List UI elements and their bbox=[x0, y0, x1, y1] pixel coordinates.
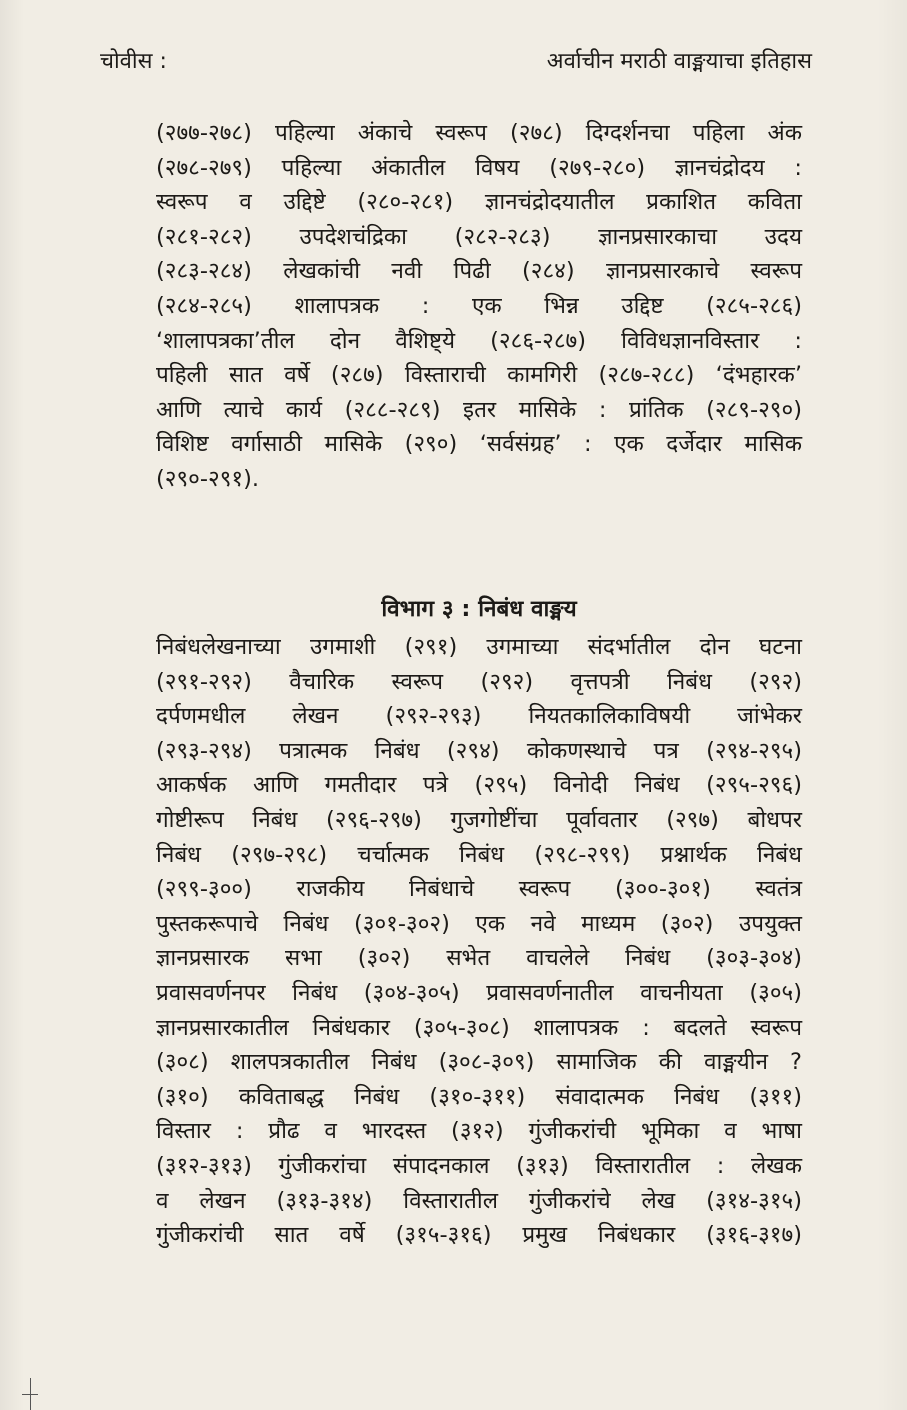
text-line: (२८१-२८२) उपदेशचंद्रिका (२८२-२८३) ज्ञानप्रसारकाचा उदय bbox=[156, 223, 802, 250]
text-line: (२९९-३००) राजकीय निबंधाचे स्वरूप (३००-३०१) स्वतंत्र bbox=[156, 876, 802, 903]
section-heading: विभाग ३ : निबंध वाङ्मय bbox=[381, 596, 577, 622]
margin-tick bbox=[22, 1394, 38, 1395]
text-line: गुंजीकरांची सात वर्षे (३१५-३१६) प्रमुख निबंधकार (३१६-३१७) bbox=[156, 1222, 802, 1249]
text-line: निबंध (२९७-२९८) चर्चात्मक निबंध (२९८-२९९) प्रश्नार्थक निबंध bbox=[156, 841, 802, 868]
text-line: ‘शालापत्रका’तील दोन वैशिष्ट्ये (२८६-२८७) विविधज्ञानविस्तार : bbox=[156, 327, 802, 354]
text-line: ज्ञानप्रसारकातील निबंधकार (३०५-३०८) शालापत्रक : बदलते स्वरूप bbox=[156, 1014, 802, 1041]
contents-paragraph-1 bbox=[156, 116, 802, 497]
page-header bbox=[100, 44, 812, 80]
text-line: स्वरूप व उद्दिष्टे (२८०-२८१) ज्ञानचंद्रोदयातील प्रकाशित कविता bbox=[156, 189, 802, 216]
text-line: (२९०-२९१). bbox=[156, 465, 260, 492]
text-line: (२७८-२७९) पहिल्या अंकातील विषय (२७९-२८०) ज्ञानचंद्रोदय : bbox=[156, 154, 802, 181]
text-line: विशिष्ट वर्गासाठी मासिके (२९०) ‘सर्वसंग्रह’ : एक दर्जेदार मासिक bbox=[156, 431, 802, 458]
text-line: पुस्तकरूपाचे निबंध (३०१-३०२) एक नवे माध्यम (३०२) उपयुक्त bbox=[156, 910, 802, 937]
text-line: (३१२-३१३) गुंजीकरांचा संपादनकाल (३१३) विस्तारातील : लेखक bbox=[156, 1152, 802, 1179]
text-line: (३०८) शालपत्रकातील निबंध (३०८-३०९) सामाजिक की वाङ्मयीन ? bbox=[156, 1049, 802, 1076]
text-line: आणि त्याचे कार्य (२८८-२८९) इतर मासिके : प्रांतिक (२८९-२९०) bbox=[156, 396, 802, 423]
text-line: दर्पणमधील लेखन (२९२-२९३) नियतकालिकाविषयी जांभेकर bbox=[156, 703, 802, 730]
text-line: पहिली सात वर्षे (२८७) विस्ताराची कामगिरी (२८७-२८८) ‘दंभहारक’ bbox=[156, 362, 802, 389]
text-line: प्रवासवर्णनपर निबंध (३०४-३०५) प्रवासवर्णनातील वाचनीयता (३०५) bbox=[156, 979, 802, 1006]
page-number-label: चोवीस : bbox=[100, 49, 167, 74]
text-line: (२९३-२९४) पत्रात्मक निबंध (२९४) कोकणस्थाचे पत्र (२९४-२९५) bbox=[156, 737, 802, 764]
text-line: व लेखन (३१३-३१४) विस्तारातील गुंजीकरांचे लेख (३१४-३१५) bbox=[156, 1187, 802, 1214]
text-line: गोष्टीरूप निबंध (२९६-२९७) गुजगोष्टींचा पूर्वावतार (२९७) बोधपर bbox=[156, 806, 802, 833]
text-line: ज्ञानप्रसारक सभा (३०२) सभेत वाचलेले निबंध (३०३-३०४) bbox=[156, 945, 802, 972]
text-line: (२७७-२७८) पहिल्या अंकाचे स्वरूप (२७८) दिग्दर्शनचा पहिला अंक bbox=[156, 120, 802, 146]
text-line: (२८३-२८४) लेखकांची नवी पिढी (२८४) ज्ञानप्रसारकाचे स्वरूप bbox=[156, 258, 802, 285]
text-line: (२८४-२८५) शालापत्रक : एक भिन्न उद्दिष्ट (२८५-२८६) bbox=[156, 292, 802, 319]
text-line: निबंधलेखनाच्या उगमाशी (२९१) उगमाच्या संदर्भातील दोन घटना bbox=[156, 634, 802, 660]
text-line: (२९१-२९२) वैचारिक स्वरूप (२९२) वृत्तपत्री निबंध (२९२) bbox=[156, 668, 802, 695]
text-line: विस्तार : प्रौढ व भारदस्त (३१२) गुंजीकरांची भूमिका व भाषा bbox=[156, 1118, 802, 1145]
text-line: (३१०) कविताबद्ध निबंध (३१०-३११) संवादात्मक निबंध (३११) bbox=[156, 1083, 802, 1110]
contents-paragraph-2 bbox=[156, 630, 802, 1253]
running-title: अर्वाचीन मराठी वाङ्मयाचा इतिहास bbox=[546, 49, 812, 74]
text-line: आकर्षक आणि गमतीदार पत्रे (२९५) विनोदी निबंध (२९५-२९६) bbox=[156, 772, 802, 799]
